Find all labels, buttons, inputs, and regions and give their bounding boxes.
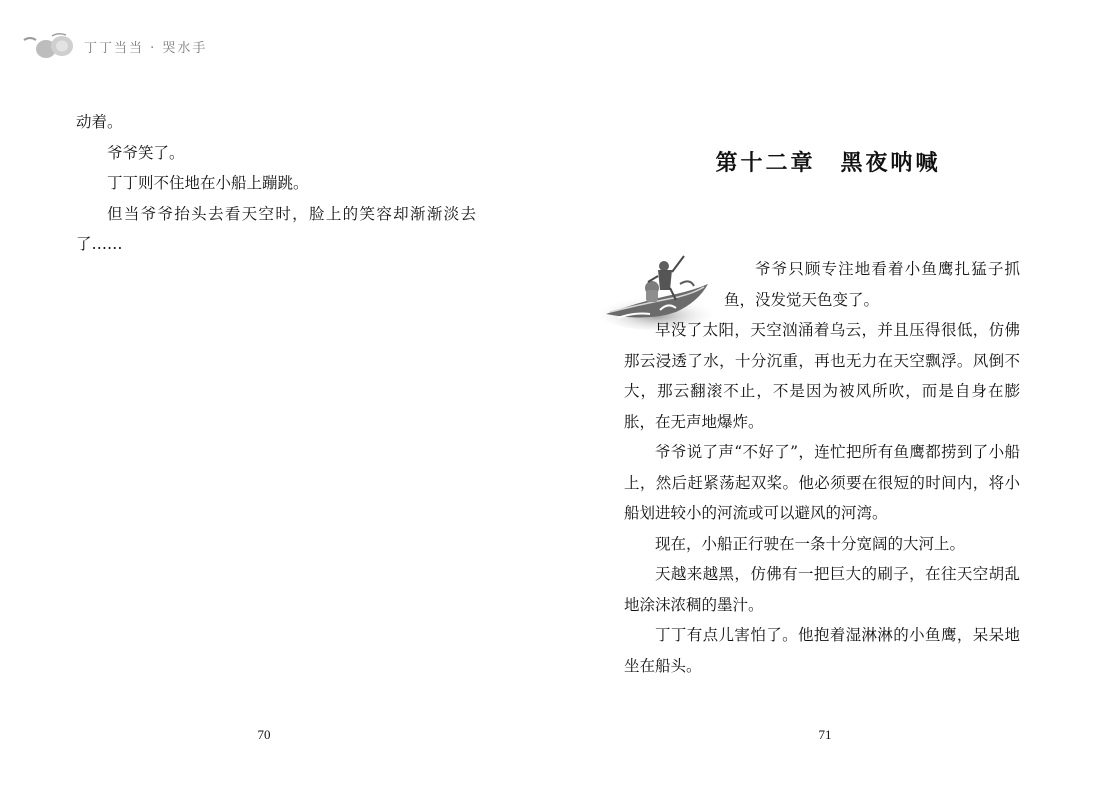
paragraph: 动着。	[76, 113, 123, 131]
paragraph: 爷爷笑了。	[107, 143, 185, 162]
paragraph: 丁丁有点儿害怕了。他抱着湿淋淋的小鱼鹰，呆呆地坐在船头。	[624, 626, 1020, 675]
gourd-logo-icon	[22, 30, 78, 62]
right-body-text	[624, 315, 1020, 681]
paragraph: 丁丁则不住地在小船上蹦跳。	[107, 174, 309, 192]
paragraph: 但当爷爷抬头去看天空时，脸上的笑容却渐渐淡去了……	[76, 204, 476, 253]
left-body-text	[76, 107, 476, 260]
series-header	[22, 30, 207, 62]
paragraph: 现在，小船正行驶在一条十分宽阔的大河上。	[655, 534, 966, 553]
paragraph: 爷爷只顾专注地看着小鱼鹰扎猛子抓鱼，没发觉天色变了。	[724, 260, 1020, 309]
chapter-intro-text	[724, 254, 1020, 315]
series-title: 丁丁当当 · 哭水手	[84, 40, 208, 56]
page-number: 70	[257, 727, 271, 742]
paragraph: 早没了太阳，天空汹涌着乌云，并且压得很低，仿佛那云浸透了水，十分沉重，再也无力在天空飘浮。风倒不大，那云翻滚不止，不是因为被风所吹，而是自身在膨胀，在无声地爆炸。	[624, 321, 1020, 431]
page-number: 71	[818, 727, 832, 742]
right-page	[548, 0, 1096, 786]
paragraph: 天越来越黑，仿佛有一把巨大的刷子，在往天空胡乱地涂沫浓稠的墨汁。	[624, 565, 1020, 614]
paragraph: 爷爷说了声“不好了”，连忙把所有鱼鹰都捞到了小船上，然后赶紧荡起双桨。他必须要在很短的时间内，将小船划进较小的河流或可以避风的河湾。	[624, 443, 1020, 522]
chapter-title: 第十二章 黑夜呐喊	[715, 150, 941, 176]
